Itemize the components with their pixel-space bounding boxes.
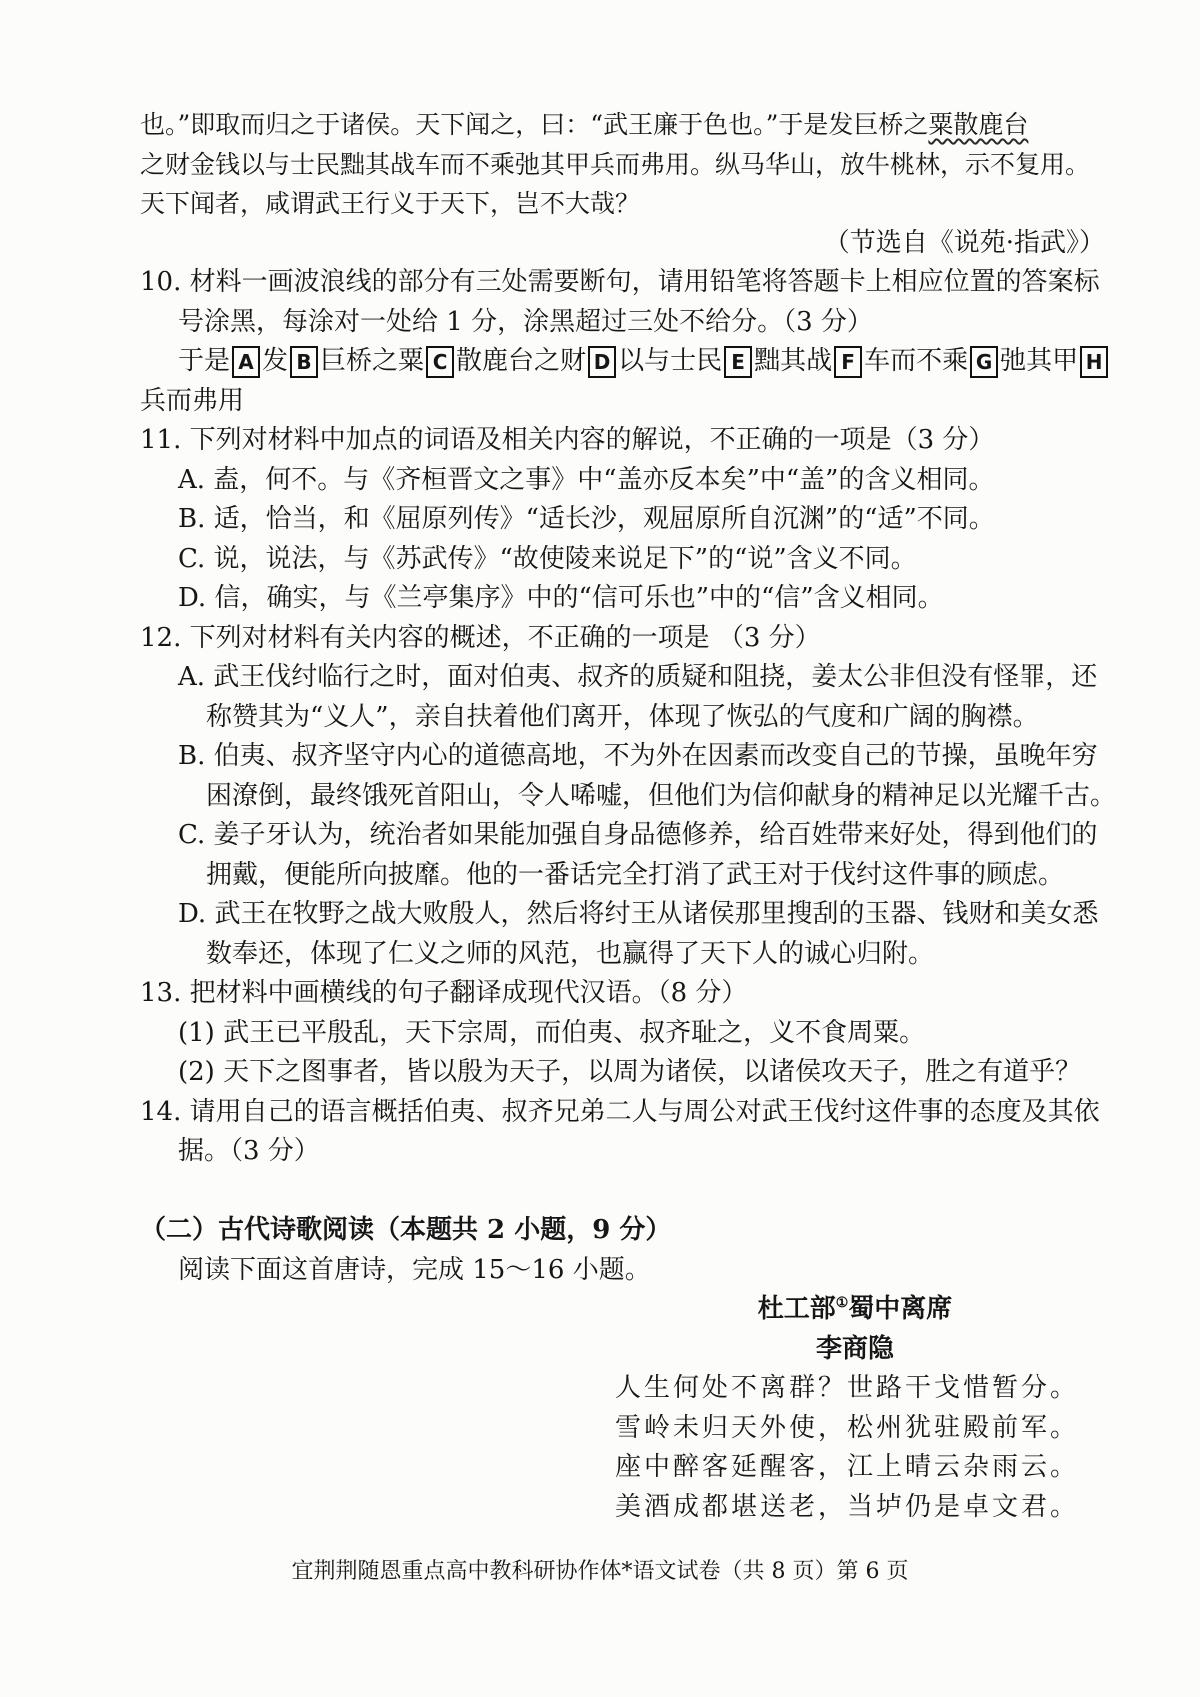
question-14-stem: 14. 请用自己的语言概括伯夷、叔齐兄弟二人与周公对武王伐纣这件事的态度及其依	[140, 1096, 1100, 1127]
segment-text: 散鹿台之财	[456, 346, 587, 376]
segment-text: 车而不乘	[864, 346, 969, 376]
poem-line: 人生何处不离群？世路干戈惜暂分。	[615, 1373, 1080, 1403]
answer-label-box: A	[232, 346, 260, 378]
wavy-underline-text: 粟散鹿台	[928, 110, 1029, 139]
question-11-option-c: C. 说，说法，与《苏武传》“故使陵来说足下”的“说”含义不同。	[178, 543, 917, 574]
segment-text: 以与士民	[618, 346, 723, 376]
question-13-stem: 13. 把材料中画横线的句子翻译成现代汉语。（8 分）	[140, 978, 748, 1008]
segmented-sentence-tail: 兵而弗用	[140, 385, 245, 416]
poem	[615, 1290, 1095, 1527]
section-instruction: 阅读下面这首唐诗，完成 15～16 小题。	[178, 1254, 651, 1285]
answer-label-box: E	[724, 346, 752, 378]
passage-line	[140, 105, 1115, 145]
poem-author: 李商隐	[815, 1333, 894, 1364]
poem-line: 雪岭未归天外使，松州犹驻殿前军。	[615, 1412, 1080, 1443]
question-12-option-d: D. 武王在牧野之战大败殷人，然后将纣王从诸侯那里搜刮的玉器、钱财和美女悉	[178, 899, 1099, 929]
poem-title-part: 蜀中离席	[848, 1294, 953, 1324]
segment-text: 黜其战	[754, 346, 833, 376]
question-12-option-b: B. 伯夷、叔齐坚守内心的道德高地，不为外在因素而改变自己的节操，虽晚年穷	[178, 741, 1098, 771]
question-11-stem: 11. 下列对材料中加点的词语及相关内容的解说，不正确的一项是（3 分）	[140, 425, 995, 455]
poem-line: 美酒成都堪送老，当垆仍是卓文君。	[615, 1491, 1080, 1522]
passage-text: 也。”即取而归之于诸侯。天下闻之，曰：“武王廉于色也。”于是发巨桥之	[140, 110, 929, 139]
source-citation: （节选自《说苑·指武》）	[823, 227, 1105, 258]
answer-label-box: G	[970, 346, 998, 378]
question-12-option-c-continued: 拥戴，便能所向披靡。他的一番话完全打消了武王对于伐纣这件事的顾虑。	[206, 859, 1065, 890]
question-10-stem: 10. 材料一画波浪线的部分有三处需要断句，请用铅笔将答题卡上相应位置的答案标	[140, 267, 1100, 297]
segment-text: 发	[262, 346, 289, 376]
question-12-stem: 12. 下列对材料有关内容的概述，不正确的一项是 （3 分）	[140, 622, 821, 653]
spacer	[140, 1172, 1115, 1212]
question-14-stem-continued: 据。（3 分）	[178, 1136, 320, 1166]
question-10-stem-continued: 号涂黑，每涂对一处给 1 分，涂黑超过三处不给分。（3 分）	[178, 306, 873, 337]
segment-text: 巨桥之粟	[320, 346, 425, 376]
section-heading: （二）古代诗歌阅读（本题共 2 小题，9 分）	[140, 1215, 672, 1245]
footnote-marker: ①	[835, 1295, 849, 1311]
question-12-option-c: C. 姜子牙认为，统治者如果能加强自身品德修养，给百姓带来好处，得到他们的	[178, 820, 1098, 850]
answer-label-box: B	[290, 346, 318, 378]
answer-label-box: C	[426, 346, 454, 378]
question-11-option-a: A. 盍，何不。与《齐桓晋文之事》中“盖亦反本矣”中“盖”的含义相同。	[178, 464, 995, 495]
question-11-option-d: D. 信，确实，与《兰亭集序》中的“信可乐也”中的“信”含义相同。	[178, 583, 944, 613]
segment-text: 弛其甲	[1000, 346, 1079, 376]
page-content	[140, 105, 1115, 1527]
segment-text: 于是	[178, 346, 231, 376]
question-12-option-a: A. 武王伐纣临行之时，面对伯夷、叔齐的质疑和阻挠，姜太公非但没有怪罪，还	[178, 662, 1098, 692]
answer-label-box: H	[1080, 346, 1108, 378]
question-12-option-a-continued: 称赞其为“义人”，亲自扶着他们离开，体现了恢弘的气度和广阔的胸襟。	[206, 701, 1039, 732]
answer-label-box: D	[588, 346, 616, 378]
question-10-segmented-sentence	[140, 342, 1115, 382]
poem-title	[615, 1290, 1095, 1330]
question-12-option-b-continued: 困潦倒，最终饿死首阳山，令人唏嘘，但他们为信仰献身的精神足以光耀千古。	[206, 780, 1117, 811]
page-footer: 宜荆荆随恩重点高中教科研协作体*语文试卷（共 8 页）第 6 页	[291, 1559, 909, 1584]
question-12-option-d-continued: 数奉还，体现了仁义之师的风范，也赢得了天下人的诚心归附。	[206, 938, 935, 969]
passage-line: 之财金钱以与士民黜其战车而不乘弛其甲兵而弗用。纵马华山，放牛桃林，示不复用。	[140, 149, 1091, 179]
question-11-option-b: B. 适，恰当，和《屈原列传》“适长沙，观屈原所自沉渊”的“适”不同。	[178, 504, 995, 534]
poem-line: 座中醉客延醒客，江上晴云杂雨云。	[615, 1452, 1080, 1482]
answer-label-box: F	[834, 346, 862, 378]
question-13-item-2: (2) 天下之图事者，皆以殷为天子，以周为诸侯，以诸侯攻天子，胜之有道乎？	[178, 1057, 1082, 1087]
question-13-item-1: (1) 武王已平殷乱，天下宗周，而伯夷、叔齐耻之，义不食周粟。	[178, 1017, 926, 1048]
poem-title-part: 杜工部	[757, 1294, 836, 1324]
passage-line: 天下闻者，咸谓武王行义于天下，岂不大哉？	[140, 189, 641, 218]
